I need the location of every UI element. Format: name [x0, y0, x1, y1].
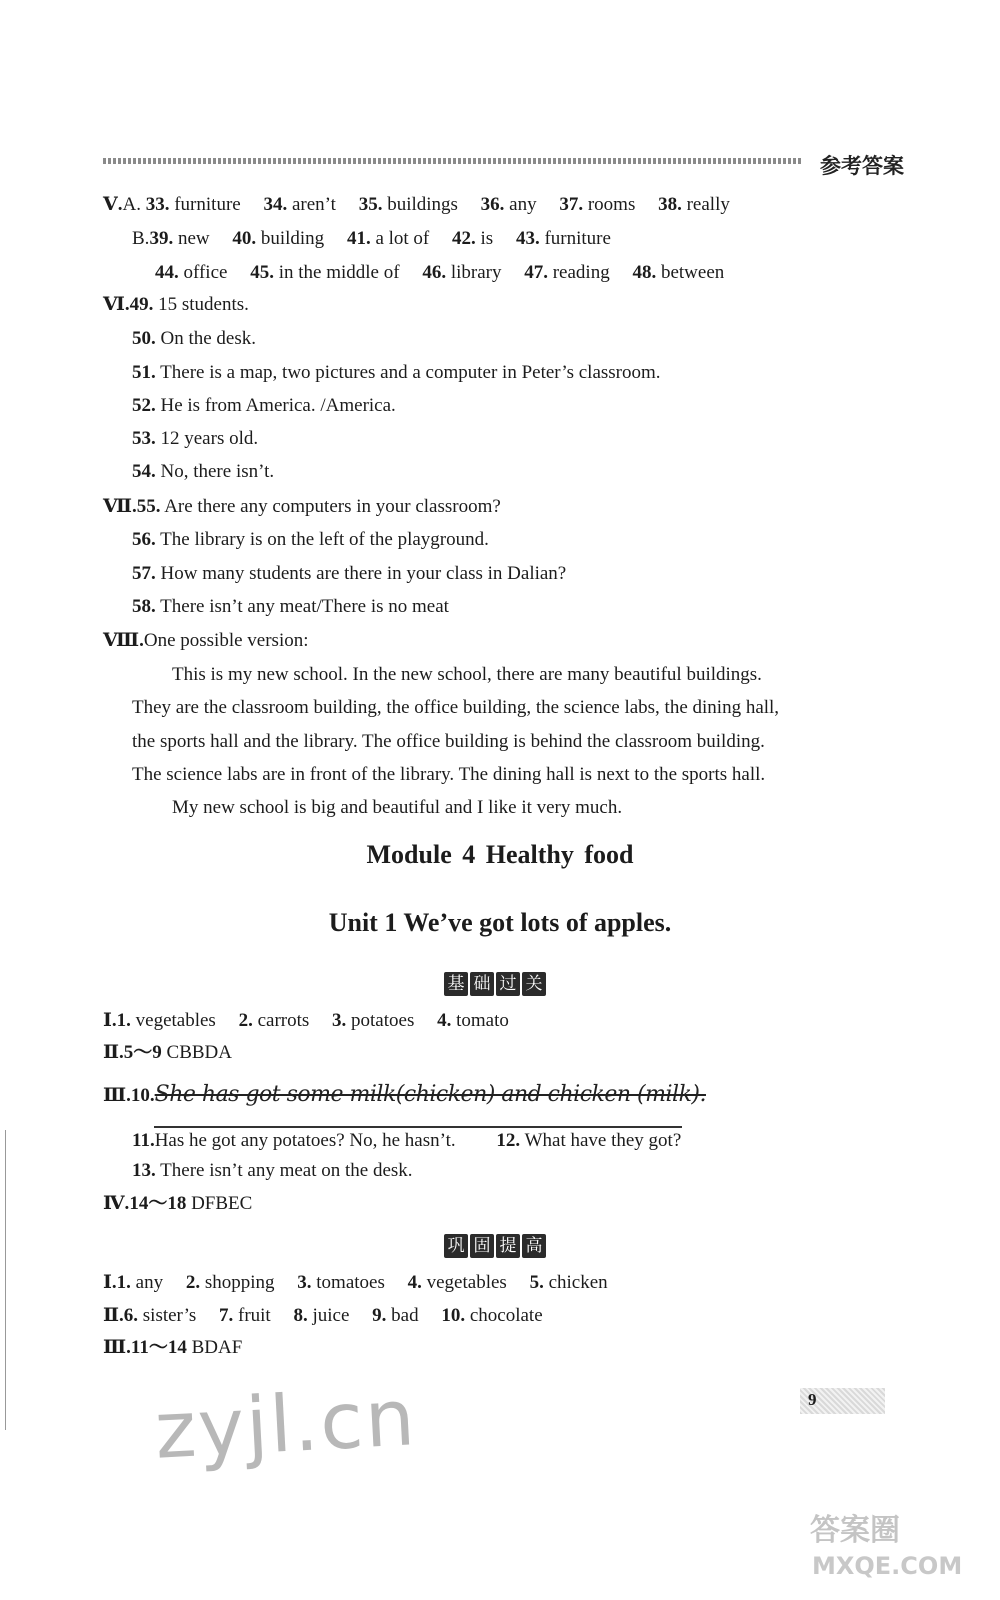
- answer-text: any: [509, 194, 537, 215]
- answer-line: [103, 1337, 242, 1359]
- badge-char: 巩: [444, 1234, 468, 1258]
- answer-number: 10.: [441, 1305, 466, 1326]
- answer-text: vegetables: [135, 1010, 216, 1031]
- answer-text: What have they got?: [524, 1130, 682, 1151]
- answer-text: shopping: [204, 1272, 275, 1293]
- answer-number: 11.: [132, 1130, 155, 1151]
- part-label: A.: [122, 194, 141, 215]
- essay-line: the sports hall and the library. The office building is behind the classroom building.: [132, 731, 765, 752]
- answer-number: 50.: [132, 328, 156, 349]
- answer-number: 1.: [116, 1010, 131, 1031]
- answer-text: potatoes: [351, 1010, 415, 1031]
- roman-numeral: Ⅲ.: [103, 1337, 131, 1358]
- answer-number: 3.: [332, 1010, 347, 1031]
- answer-number: 46.: [422, 262, 447, 283]
- answer-text: library: [450, 262, 502, 283]
- answer-number: 57.: [132, 563, 156, 584]
- badge-char: 关: [522, 972, 546, 996]
- answer-text: in the middle of: [278, 262, 400, 283]
- answer-text: between: [660, 262, 725, 283]
- answer-number: 4.: [407, 1272, 422, 1293]
- answer-text: The library is on the left of the playground.: [160, 529, 489, 550]
- answer-text: tomato: [456, 1010, 509, 1031]
- margin-line: [5, 1130, 6, 1430]
- answer-text: BDAF: [191, 1337, 243, 1358]
- answer-number: 14～18: [129, 1193, 187, 1214]
- answer-text: reading: [552, 262, 610, 283]
- answer-number: 48.: [632, 262, 657, 283]
- answer-line: [103, 630, 309, 652]
- answer-text: DFBEC: [191, 1193, 253, 1214]
- corner-logo: 答案圈: [810, 1513, 900, 1548]
- answer-line: [132, 362, 661, 384]
- answer-number: 58.: [132, 596, 156, 617]
- roman-numeral: Ⅰ.: [103, 1010, 117, 1031]
- answer-line: [103, 1010, 509, 1032]
- answer-line: [132, 1130, 681, 1152]
- roman-numeral: Ⅶ.: [103, 496, 137, 517]
- section-badge-basic: [444, 972, 546, 996]
- answer-number: 37.: [559, 194, 584, 215]
- answer-line: [132, 428, 258, 450]
- answer-text: furniture: [174, 194, 241, 215]
- answer-line: [132, 461, 274, 483]
- essay-line: This is my new school. In the new school, there are many beautiful buildings.: [172, 664, 762, 685]
- answer-text: building: [260, 228, 325, 249]
- badge-char: 基: [444, 972, 468, 996]
- answer-text: chicken: [548, 1272, 608, 1293]
- part-label: B.: [132, 228, 150, 249]
- header-rule: [103, 158, 803, 164]
- roman-numeral: Ⅱ.: [103, 1305, 124, 1326]
- answer-number: 4.: [437, 1010, 452, 1031]
- answer-number: 5～9: [123, 1042, 162, 1063]
- handwritten-answer: She has got some milk(chicken) and chicken (milk).: [154, 1082, 706, 1107]
- answer-number: 42.: [452, 228, 476, 249]
- answer-number: 54.: [132, 461, 156, 482]
- answer-text: rooms: [587, 194, 636, 215]
- answer-text: On the desk.: [160, 328, 257, 349]
- roman-numeral: Ⅱ.: [103, 1042, 124, 1063]
- answer-line: [132, 596, 449, 618]
- answer-number: 52.: [132, 395, 156, 416]
- answer-number: 11～14: [130, 1337, 187, 1358]
- answer-text: There isn’t any meat/There is no meat: [160, 596, 449, 617]
- answer-number: 10.: [130, 1085, 155, 1106]
- answer-number: 3.: [297, 1272, 312, 1293]
- answer-number: 13.: [132, 1160, 156, 1181]
- answer-line: [132, 328, 256, 350]
- answer-text: office: [183, 262, 228, 283]
- answer-number: 7.: [219, 1305, 234, 1326]
- essay-line: My new school is big and beautiful and I like it very much.: [172, 797, 623, 818]
- roman-numeral: Ⅵ.: [103, 294, 130, 315]
- answer-text: There is a map, two pictures and a computer in Peter’s classroom.: [160, 362, 661, 383]
- badge-char: 础: [470, 972, 494, 996]
- module-title: Module 4 Healthy food: [366, 840, 634, 869]
- answer-text: a lot of: [375, 228, 430, 249]
- answer-text: new: [177, 228, 210, 249]
- section-v-row1: [103, 194, 730, 216]
- answer-text: aren’t: [291, 194, 336, 215]
- answer-number: 2.: [238, 1010, 253, 1031]
- answer-line: [103, 294, 249, 316]
- answer-number: 43.: [515, 228, 540, 249]
- answer-number: 53.: [132, 428, 156, 449]
- answer-number: 51.: [132, 362, 156, 383]
- answer-text: 15 students.: [158, 294, 249, 315]
- answer-number: 5.: [529, 1272, 544, 1293]
- answer-number: 45.: [250, 262, 274, 283]
- watermark: zyjl.cn: [152, 1373, 419, 1477]
- answer-number: 38.: [658, 194, 682, 215]
- answer-text: How many students are there in your class in Dalian?: [160, 563, 567, 584]
- answer-line: [103, 1305, 543, 1327]
- answer-number: 40.: [232, 228, 257, 249]
- answer-text: No, there isn’t.: [160, 461, 275, 482]
- answer-line: [132, 563, 566, 585]
- answer-text: fruit: [238, 1305, 271, 1326]
- answer-line: [103, 1084, 706, 1107]
- answer-text: Has he got any potatoes? No, he hasn’t.: [154, 1130, 456, 1151]
- essay-intro: One possible version:: [143, 630, 309, 651]
- answer-number: 6.: [123, 1305, 139, 1326]
- answer-line: [103, 1272, 608, 1294]
- badge-char: 过: [496, 972, 520, 996]
- roman-numeral: Ⅰ.: [103, 1272, 117, 1293]
- handwritten-underline: [154, 1126, 682, 1128]
- answer-text: There isn’t any meat on the desk.: [160, 1160, 413, 1181]
- answer-text: tomatoes: [316, 1272, 385, 1293]
- badge-char: 固: [470, 1234, 494, 1258]
- answer-text: carrots: [257, 1010, 310, 1031]
- answer-number: 34.: [263, 194, 288, 215]
- answer-line: [132, 529, 489, 551]
- essay-line: They are the classroom building, the office building, the science labs, the dining hall,: [132, 697, 780, 718]
- answer-text: sister’s: [142, 1305, 197, 1326]
- answer-text: chocolate: [469, 1305, 543, 1326]
- section-badge-improve: [444, 1234, 546, 1258]
- answer-number: 35.: [358, 194, 383, 215]
- answer-number: 9.: [372, 1305, 387, 1326]
- header-title: 参考答案: [820, 154, 904, 178]
- badge-char: 提: [496, 1234, 520, 1258]
- answer-text: really: [686, 194, 730, 215]
- answer-number: 41.: [346, 228, 371, 249]
- answer-line: [103, 1193, 252, 1215]
- answer-number: 49.: [129, 294, 154, 315]
- page-number: 9: [808, 1390, 817, 1409]
- answer-number: 44.: [155, 262, 179, 283]
- roman-numeral: Ⅷ.: [103, 630, 144, 651]
- answer-text: any: [135, 1272, 164, 1293]
- answer-text: vegetables: [426, 1272, 507, 1293]
- answer-text: 12 years old.: [160, 428, 259, 449]
- answer-number: 47.: [524, 262, 548, 283]
- answer-text: is: [480, 228, 494, 249]
- answer-text: furniture: [544, 228, 611, 249]
- section-v-row3: [155, 262, 724, 284]
- answer-text: He is from America. /America.: [160, 395, 396, 416]
- answer-text: Are there any computers in your classroom?: [164, 496, 501, 517]
- essay-line: The science labs are in front of the library. The dining hall is next to the sports hall.: [132, 764, 766, 785]
- answer-line: [103, 496, 501, 518]
- answer-text: juice: [312, 1305, 350, 1326]
- answer-line: [132, 1160, 413, 1182]
- answer-line: [103, 1042, 232, 1064]
- section-v-row2: [132, 228, 611, 250]
- answer-number: 56.: [132, 529, 156, 550]
- answer-text: CBBDA: [166, 1042, 232, 1063]
- answer-number: 55.: [136, 496, 161, 517]
- answer-number: 1.: [116, 1272, 131, 1293]
- roman-numeral: Ⅳ.: [103, 1193, 130, 1214]
- badge-char: 高: [522, 1234, 546, 1258]
- answer-line: [132, 395, 396, 417]
- answer-number: 36.: [480, 194, 505, 215]
- unit-title: Unit 1 We’ve got lots of apples.: [328, 908, 672, 937]
- answer-number: 39.: [149, 228, 174, 249]
- roman-numeral: Ⅴ.: [103, 194, 123, 215]
- answer-number: 33.: [145, 194, 170, 215]
- answer-number: 12.: [496, 1130, 521, 1151]
- answer-number: 2.: [185, 1272, 201, 1293]
- roman-numeral: Ⅲ.: [103, 1085, 131, 1106]
- answer-text: buildings: [387, 194, 458, 215]
- answer-text: bad: [391, 1305, 419, 1326]
- answer-number: 8.: [293, 1305, 308, 1326]
- corner-url: MXQE.COM: [812, 1552, 963, 1580]
